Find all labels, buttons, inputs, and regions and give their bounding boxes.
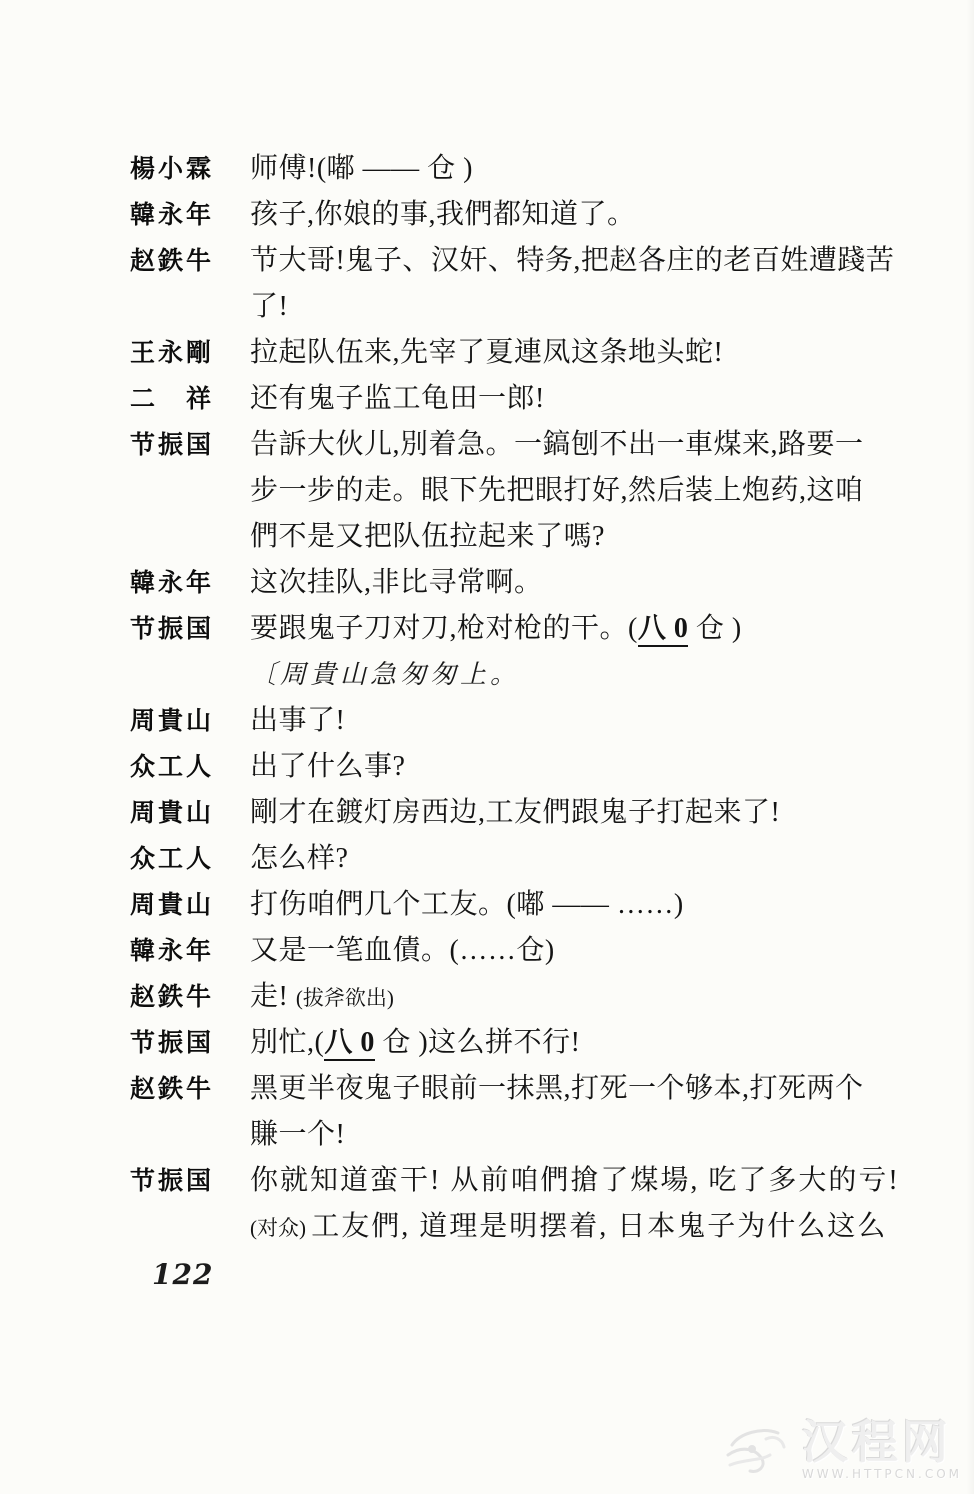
dialogue-text: 要跟鬼子刀对刀,枪对枪的干。( [250,613,638,644]
percussion-notation-underlined: 八 0 [638,613,689,647]
dialogue-row [130,1020,920,1066]
percussion-notation-underlined: 八 0 [324,1027,375,1061]
dialogue-text: 又是一笔血債。(……仓) [250,935,555,966]
speaker-name: 赵鉄牛 [130,983,215,1011]
speaker-name: 赵鉄牛 [130,1075,215,1103]
dialogue-text: 工友們, 道理是明摆着, 日本鬼子为什么这么 [311,1211,888,1242]
speech-text [250,836,348,882]
speech-text [250,1066,864,1112]
watermark-texts [801,1415,962,1481]
speech-text [250,744,405,790]
speaker-name: 王永剛 [130,339,215,367]
speech-text [250,1112,345,1158]
speech-text [250,652,520,698]
watermark-site-name: 汉程网 [801,1415,952,1468]
dialogue-row [130,376,920,422]
speaker-name: 众工人 [130,753,215,781]
dialogue-text: 师傅!(嘟 —— 仓 ) [250,153,473,184]
speech-text [250,882,684,928]
stage-direction-row [130,652,920,698]
dialogue-row [130,1066,920,1112]
dialogue-text: 节大哥!鬼子、汉奸、特务,把赵各庄的老百姓遭踐苦 [250,245,895,276]
stage-note-inline: (对众) [250,1216,312,1240]
dialogue-row [130,238,920,284]
dialogue-row [130,1204,920,1250]
speaker-name: 节振国 [130,431,215,459]
dialogue-row [130,698,920,744]
speaker-name: 韓永年 [130,569,215,597]
speech-text [250,560,543,606]
speaker-name: 节振国 [130,1029,215,1057]
speech-text [250,376,545,422]
watermark [722,1415,962,1484]
dialogue-row [130,330,920,376]
dialogue-text: 了! [250,291,289,322]
dialogue-text: 仓 ) [688,613,742,644]
speech-text [250,146,473,192]
dialogue-text: 这次挂队,非比寻常啊。 [250,567,543,598]
speech-text [250,422,864,468]
dialogue-text: 剛才在鍍灯房西边,工友們跟鬼子打起来了! [250,797,781,828]
dialogue-text: 拉起队伍来,先宰了夏連凤这条地头蛇! [250,337,724,368]
dialogue-row [130,744,920,790]
speaker-name: 韓永年 [130,937,215,965]
speaker-name: 节振国 [130,1167,215,1195]
dialogue-row [130,284,920,330]
speech-text [250,974,394,1021]
stage-direction-text: 〔周貴山急匆匆上。 [250,660,521,689]
speech-text [250,790,780,836]
speaker-name: 周貴山 [130,707,215,735]
dialogue-row [130,468,920,514]
dialogue-row [130,560,920,606]
dialogue-row [130,514,920,560]
dialogue-text: 黑更半夜鬼子眼前一抹黑,打死一个够本,打死两个 [250,1073,864,1104]
dialogue-text: 步一步的走。眼下先把眼打好,然后装上炮药,这咱 [250,475,864,506]
speaker-name: 众工人 [130,845,215,873]
dialogue-row [130,928,920,974]
speech-text [250,468,864,514]
dialogue-row [130,790,920,836]
speaker-name: 二 祥 [130,385,215,413]
dialogue-text: 你就知道蛮干! 从前咱們搶了煤場, 吃了多大的亏! [250,1165,900,1196]
speech-text [250,238,894,284]
watermark-site-url: WWW.HTTPCN.COM [801,1466,962,1481]
speaker-name: 周貴山 [130,799,215,827]
speech-text [250,1204,887,1251]
dialogue-row [130,1158,920,1204]
dialogue-text: 出了什么事? [250,751,406,782]
dialogue-text: 仓 )这么拼不行! [374,1027,581,1058]
speech-text [250,1020,581,1066]
dialogue-text: 告訴大伙儿,別着急。一鎬刨不出一車煤来,路要一 [250,429,864,460]
dialogue-text: 还有鬼子监工龟田一郎! [250,383,545,414]
speech-text [250,192,636,238]
dialogue-row [130,882,920,928]
speech-text [250,606,742,652]
speech-text [250,698,345,744]
speaker-name: 韓永年 [130,201,215,229]
dragon-swirl-logo-icon [722,1415,796,1484]
dialogue-text: 打伤咱們几个工友。(嘟 —— ……) [250,889,684,920]
stage-note-inline: (拔斧欲出) [295,986,394,1010]
dialogue-row [130,606,920,652]
dialogue-row [130,422,920,468]
dialogue-text: 出事了! [250,705,346,736]
dialogue-row [130,974,920,1020]
dialogue-row [130,1112,920,1158]
speech-text [250,330,723,376]
dialogue-row [130,146,920,192]
dialogue-text: 孩子,你娘的事,我們都知道了。 [250,199,636,230]
speaker-name: 周貴山 [130,891,215,919]
dialogue-text: 別忙,( [250,1027,325,1058]
speech-text [250,928,555,974]
speech-text [250,514,605,560]
speaker-name: 楊小霖 [130,155,215,183]
speaker-name: 赵鉄牛 [130,247,215,275]
dialogue-text: 們不是又把队伍拉起来了嗎? [250,521,605,552]
dialogue-text: 怎么样? [250,843,349,874]
dialogue-row [130,836,920,882]
speaker-name: 节振国 [130,615,215,643]
script-lines [130,146,920,1250]
dialogue-text: 賺一个! [250,1119,346,1150]
page-number: 122 [152,1258,214,1291]
speech-text [250,1158,900,1204]
dialogue-text: 走! [250,981,296,1012]
dialogue-row [130,192,920,238]
speech-text [250,284,288,330]
